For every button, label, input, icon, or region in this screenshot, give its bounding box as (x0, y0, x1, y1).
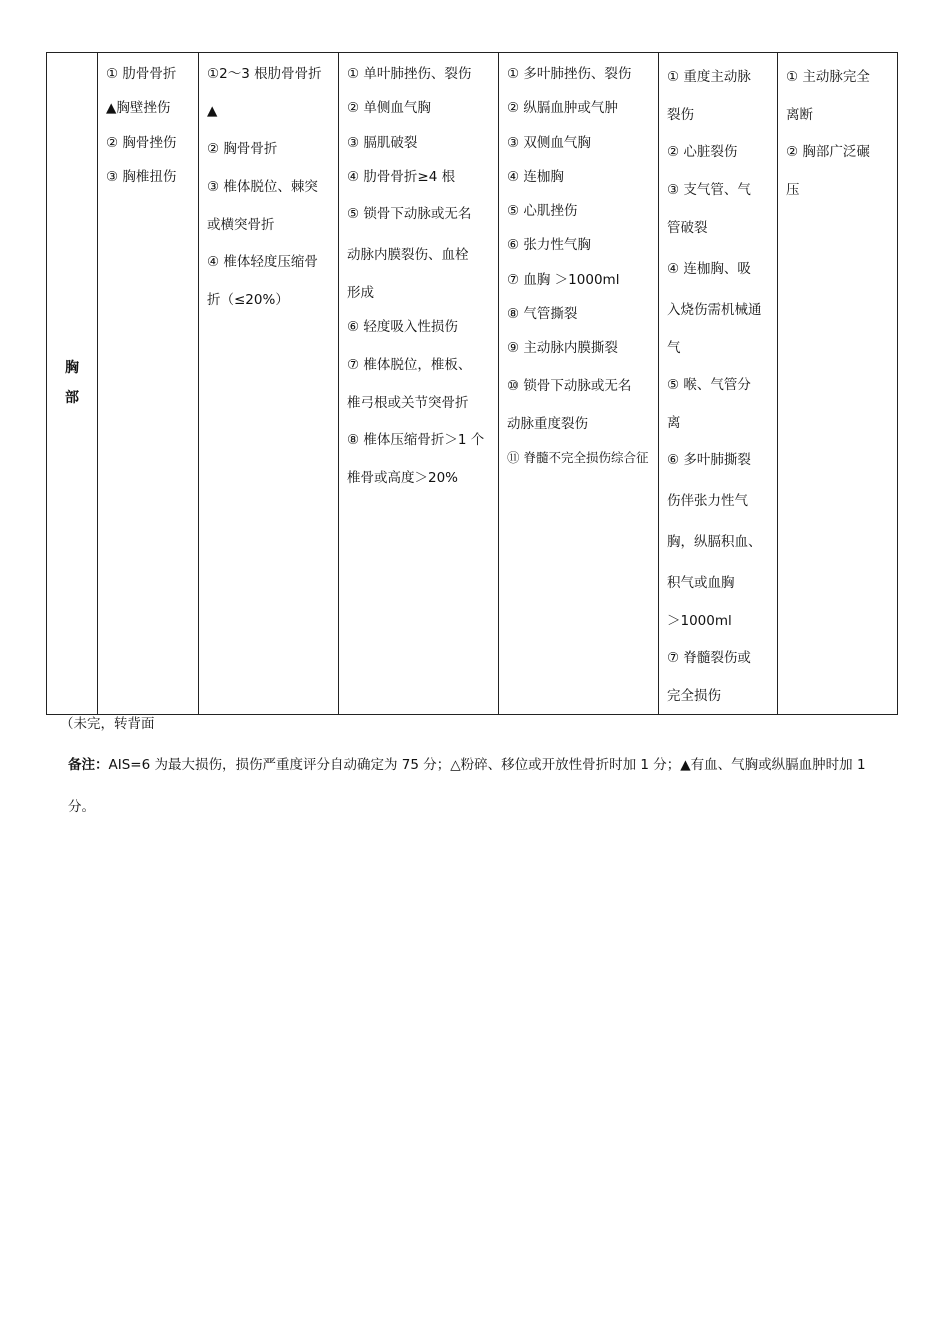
list-item: ①2～3 根肋骨骨折 (207, 66, 322, 82)
list-item: ⑧ 椎体压缩骨折＞1 个 (347, 432, 485, 449)
ais-column-4 (499, 53, 659, 715)
list-item: ⑦ 脊髓裂伤或 (667, 650, 751, 667)
list-item: 裂伤 (667, 107, 694, 123)
list-item: ⑥ 张力性气胸 (507, 237, 591, 254)
list-item: ⑤ 锁骨下动脉或无名 (347, 206, 472, 223)
list-item: ② 心脏裂伤 (667, 144, 738, 161)
list-item: 伤伴张力性气 (667, 493, 748, 510)
remark-paragraph (68, 744, 888, 828)
list-item: 入烧伤需机械通 (667, 301, 762, 318)
list-item: 椎弓根或关节突骨折 (347, 394, 469, 411)
injury-severity-table (46, 52, 898, 715)
list-item: ① 主动脉完全 (786, 69, 870, 85)
list-item: ⑧ 气管撕裂 (507, 306, 578, 323)
list-item: ⑥ 多叶肺撕裂 (667, 452, 751, 469)
list-item: ① 肋骨骨折 (106, 66, 177, 82)
list-item: ④ 椎体轻度压缩骨 (207, 253, 318, 270)
list-item: 积气或血胸 (667, 575, 735, 592)
list-item: 压 (786, 182, 800, 199)
region-cell (47, 53, 98, 715)
ais-column-5 (659, 53, 778, 715)
list-item: ④ 连枷胸 (507, 168, 564, 185)
list-item: 或横突骨折 (207, 216, 275, 233)
ais-column-2 (199, 53, 339, 715)
list-item: 椎骨或高度＞20% (347, 470, 459, 487)
remark-text: AIS=6 为最大损伤，损伤严重度评分自动确定为 75 分；△粉碎、移位或开放性骨折时加 1 分；▲有血、气胸或纵膈血肿时加 1 分。 (68, 757, 866, 815)
list-item: ⑤ 喉、气管分 (667, 376, 751, 393)
list-item: ③ 椎体脱位、棘突 (207, 178, 318, 195)
list-item: 离 (667, 414, 681, 431)
list-item: 离断 (786, 107, 813, 123)
remark-label: 备注： (68, 757, 109, 773)
continuation-note: （未完，转背面 (60, 716, 155, 732)
list-item: ⑤ 心肌挫伤 (507, 203, 578, 220)
list-item: ① 多叶肺挫伤、裂伤 (507, 66, 632, 82)
list-item: 动脉重度裂伤 (507, 415, 588, 432)
list-item: ▲胸壁挫伤 (106, 100, 171, 117)
list-item: 完全损伤 (667, 688, 721, 705)
list-item: ＞1000ml (667, 613, 732, 630)
list-item: ② 胸部广泛碾 (786, 144, 870, 161)
list-item: ⑨ 主动脉内膜撕裂 (507, 340, 618, 357)
list-item: ③ 支气管、气 (667, 182, 751, 199)
list-item: ② 单侧血气胸 (347, 100, 431, 117)
ais-column-3 (339, 53, 499, 715)
list-item: ▲ (207, 103, 218, 120)
list-item: ⑩ 锁骨下动脉或无名 (507, 377, 632, 394)
ais-column-6 (778, 53, 898, 715)
table-row (47, 53, 898, 715)
list-item: ① 单叶肺挫伤、裂伤 (347, 66, 472, 82)
list-item: 气 (667, 339, 681, 356)
list-item: 形成 (347, 285, 374, 302)
list-item: ④ 肋骨骨折≥4 根 (347, 168, 456, 185)
list-item: ⑪ 脊髓不完全损伤综合征 (507, 449, 649, 465)
list-item: 折（≤20%） (207, 291, 289, 308)
list-item: ③ 双侧血气胸 (507, 134, 591, 151)
list-item: 胸，纵膈积血、 (667, 534, 762, 551)
list-item: ② 胸骨骨折 (207, 141, 278, 158)
list-item: ③ 胸椎扭伤 (106, 168, 177, 185)
list-item: ② 胸骨挫伤 (106, 134, 177, 151)
list-item: ⑥ 轻度吸入性损伤 (347, 319, 458, 336)
list-item: 管破裂 (667, 219, 708, 236)
list-item: ⑦ 椎体脱位，椎板、 (347, 356, 472, 373)
list-item: ④ 连枷胸、吸 (667, 260, 751, 277)
list-item: ⑦ 血胸 ＞1000ml (507, 271, 620, 288)
list-item: ② 纵膈血肿或气肿 (507, 100, 618, 117)
list-item: ① 重度主动脉 (667, 69, 751, 85)
ais-column-1 (98, 53, 199, 715)
list-item: ③ 膈肌破裂 (347, 134, 418, 151)
region-label: 胸部 (65, 360, 79, 407)
list-item: 动脉内膜裂伤、血栓 (347, 247, 469, 264)
